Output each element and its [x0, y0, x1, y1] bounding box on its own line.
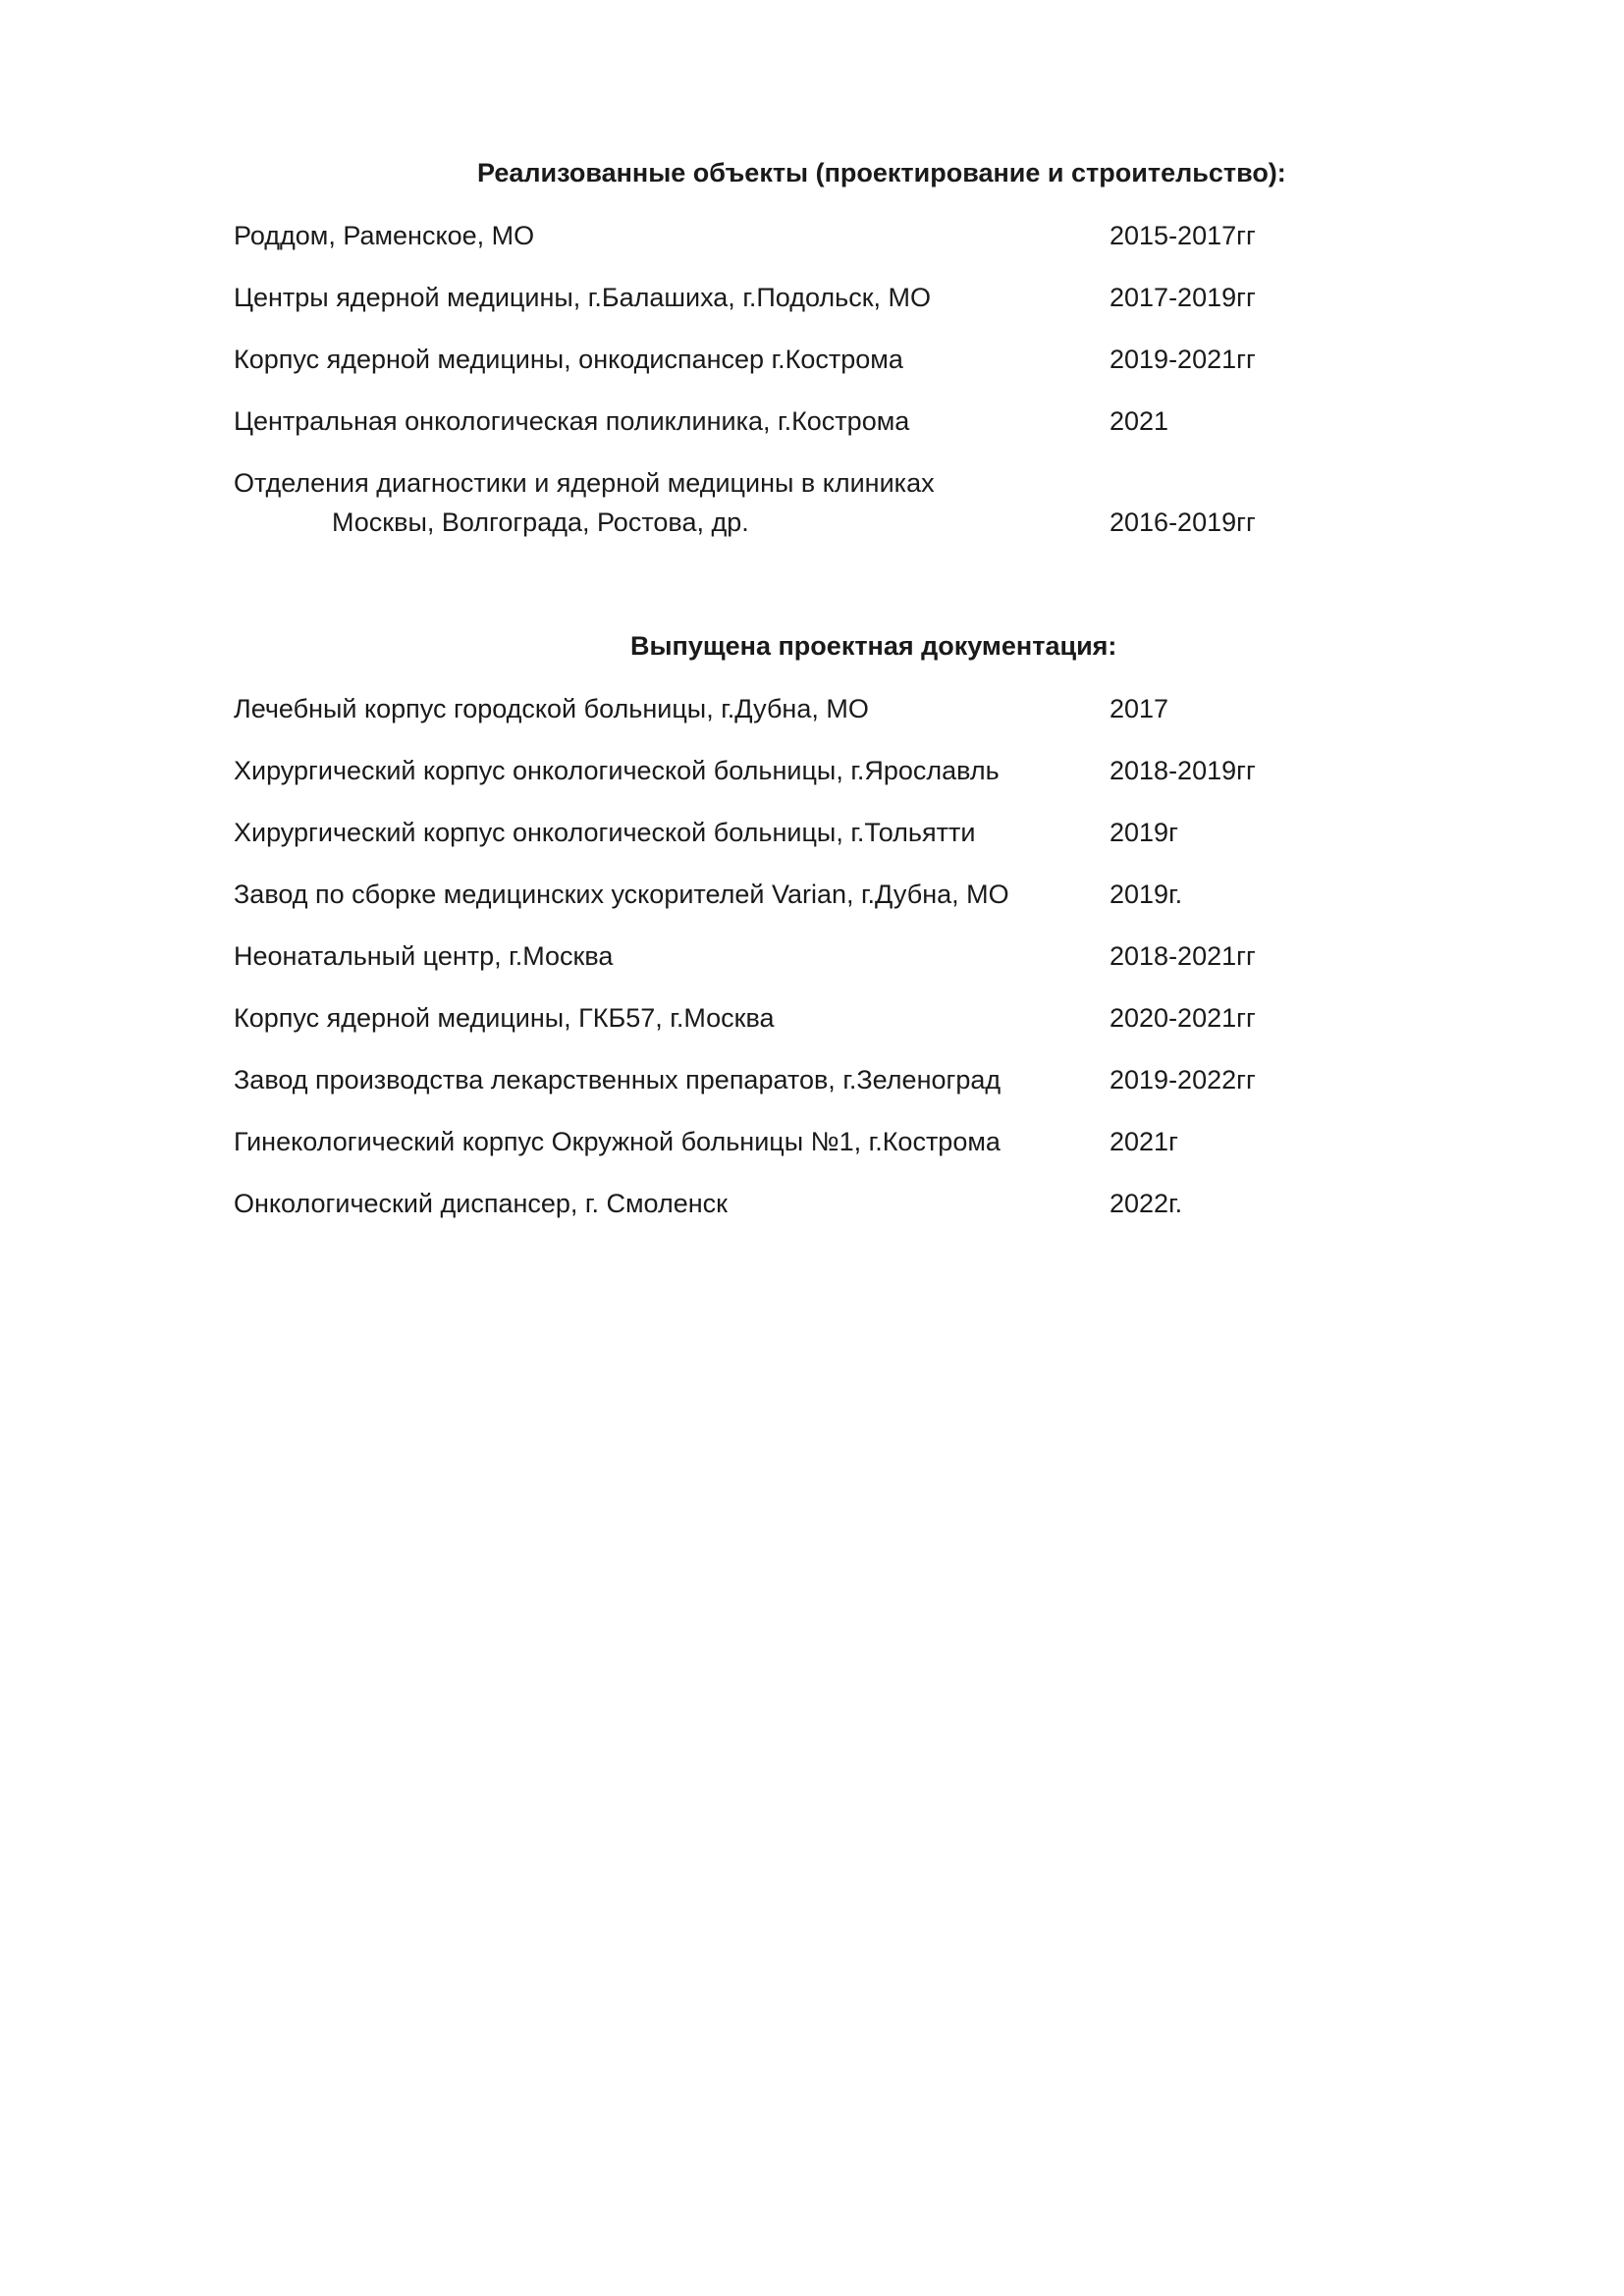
list-item: [234, 751, 1314, 790]
item-year: 2018-2021гг: [1110, 941, 1256, 971]
list-item: [234, 401, 1314, 441]
list-item: [234, 936, 1314, 976]
list-item: [234, 1060, 1314, 1099]
item-year: 2019г: [1110, 818, 1178, 847]
item-name: Гинекологический корпус Окружной больницы №1, г.Кострома: [234, 1127, 1001, 1156]
item-name: Завод по сборке медицинских ускорителей Varian, г.Дубна, МО: [234, 880, 1009, 909]
item-name: Центральная онкологическая поликлиника, г.Кострома: [234, 406, 910, 436]
item-year: 2021: [1110, 406, 1169, 436]
list-item: [234, 278, 1314, 317]
list-item: [234, 998, 1314, 1038]
item-year: 2020-2021гг: [1110, 1003, 1256, 1033]
list-item: [234, 340, 1314, 379]
item-year: 2018-2019гг: [1110, 756, 1256, 785]
item-name: Роддом, Раменское, МО: [234, 221, 535, 250]
item-name: Отделения диагностики и ядерной медицины в клиниках: [234, 468, 935, 498]
item-name: Корпус ядерной медицины, ГКБ57, г.Москва: [234, 1003, 775, 1033]
item-year: 2022г.: [1110, 1189, 1183, 1218]
list-item: [234, 1122, 1314, 1161]
item-year: 2019г.: [1110, 880, 1183, 909]
list-item: [234, 1184, 1314, 1223]
item-year: 2016-2019гг: [1110, 507, 1256, 537]
item-year: 2017: [1110, 694, 1169, 723]
list-item: [234, 813, 1314, 852]
item-year: 2015-2017гг: [1110, 221, 1256, 250]
section-title-realized: Реализованные объекты (проектирование и строительство):: [477, 158, 1286, 187]
item-name: Лечебный корпус городской больницы, г.Дубна, МО: [234, 694, 869, 723]
list-item: [234, 689, 1314, 728]
item-name-continuation: Москвы, Волгограда, Ростова, др.: [332, 507, 749, 537]
section-title-documentation: Выпущена проектная документация:: [630, 631, 1117, 661]
item-name: Хирургический корпус онкологической больницы, г.Тольятти: [234, 818, 976, 847]
item-name: Центры ядерной медицины, г.Балашиха, г.Подольск, МО: [234, 283, 932, 312]
list-item: [234, 216, 1314, 255]
item-year: 2021г: [1110, 1127, 1178, 1156]
item-year: 2017-2019гг: [1110, 283, 1256, 312]
item-name: Завод производства лекарственных препаратов, г.Зеленоград: [234, 1065, 1001, 1095]
list-item: [234, 875, 1314, 914]
item-name: Корпус ядерной медицины, онкодиспансер г.Кострома: [234, 345, 903, 374]
list-item: [234, 463, 1314, 542]
item-year: 2019-2021гг: [1110, 345, 1256, 374]
item-name: Хирургический корпус онкологической больницы, г.Ярославль: [234, 756, 1000, 785]
item-name: Онкологический диспансер, г. Смоленск: [234, 1189, 728, 1218]
item-year: 2019-2022гг: [1110, 1065, 1256, 1095]
item-name: Неонатальный центр, г.Москва: [234, 941, 614, 971]
